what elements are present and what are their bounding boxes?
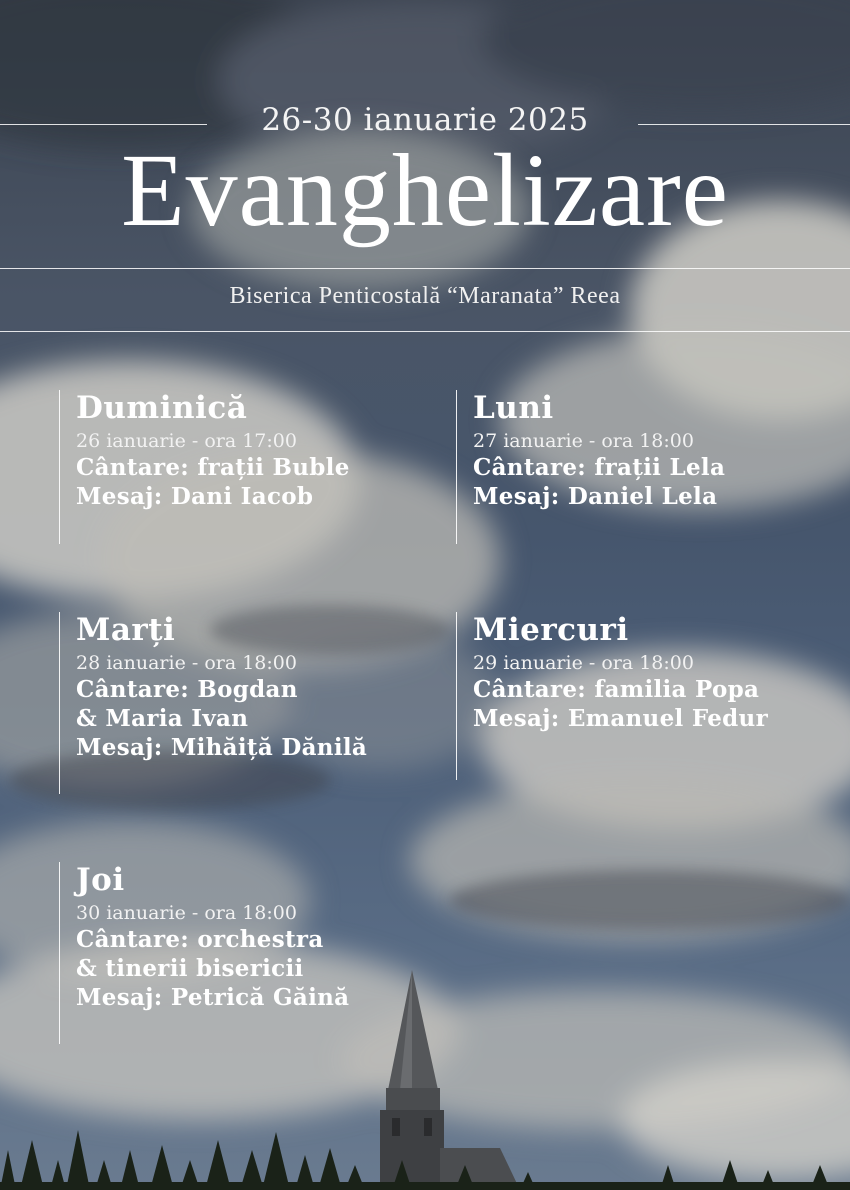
day-block-tuesday [59, 612, 367, 794]
day-speaker: Mesaj: Daniel Lela [473, 483, 718, 510]
day-block-sunday [59, 390, 350, 544]
day-name: Miercuri [473, 612, 629, 648]
day-speaker: Mesaj: Emanuel Fedur [473, 705, 768, 732]
day-speaker: Mesaj: Dani Iacob [76, 483, 314, 510]
day-singers: Cântare: Bogdan [76, 676, 298, 703]
divider-bottom [0, 331, 850, 332]
event-dates: 26-30 ianuarie 2025 [261, 102, 589, 138]
day-name: Duminică [76, 390, 248, 426]
day-singers: Cântare: frații Lela [473, 454, 726, 481]
day-name: Marți [76, 612, 176, 648]
day-date: 30 ianuarie - ora 18:00 [76, 902, 297, 924]
day-singers: Cântare: frații Buble [76, 454, 350, 481]
day-date: 28 ianuarie - ora 18:00 [76, 652, 297, 674]
day-singers-continued: & tinerii bisericii [76, 955, 304, 982]
day-block-thursday [59, 862, 349, 1044]
day-date: 27 ianuarie - ora 18:00 [473, 430, 694, 452]
day-date: 29 ianuarie - ora 18:00 [473, 652, 694, 674]
day-date: 26 ianuarie - ora 17:00 [76, 430, 297, 452]
day-name: Luni [473, 390, 554, 426]
event-title: Evanghelizare [121, 133, 729, 248]
day-block-monday [456, 390, 725, 544]
day-singers: Cântare: familia Popa [473, 676, 760, 703]
church-name: Biserica Penticostală “Maranata” Reea [229, 283, 621, 309]
divider-middle [0, 268, 850, 269]
day-block-wednesday [456, 612, 768, 780]
day-singers-continued: & Maria Ivan [76, 705, 249, 732]
day-name: Joi [76, 862, 125, 898]
day-speaker: Mesaj: Mihăiță Dănilă [76, 734, 368, 761]
day-singers: Cântare: orchestra [76, 926, 324, 953]
day-speaker: Mesaj: Petrică Găină [76, 984, 350, 1011]
